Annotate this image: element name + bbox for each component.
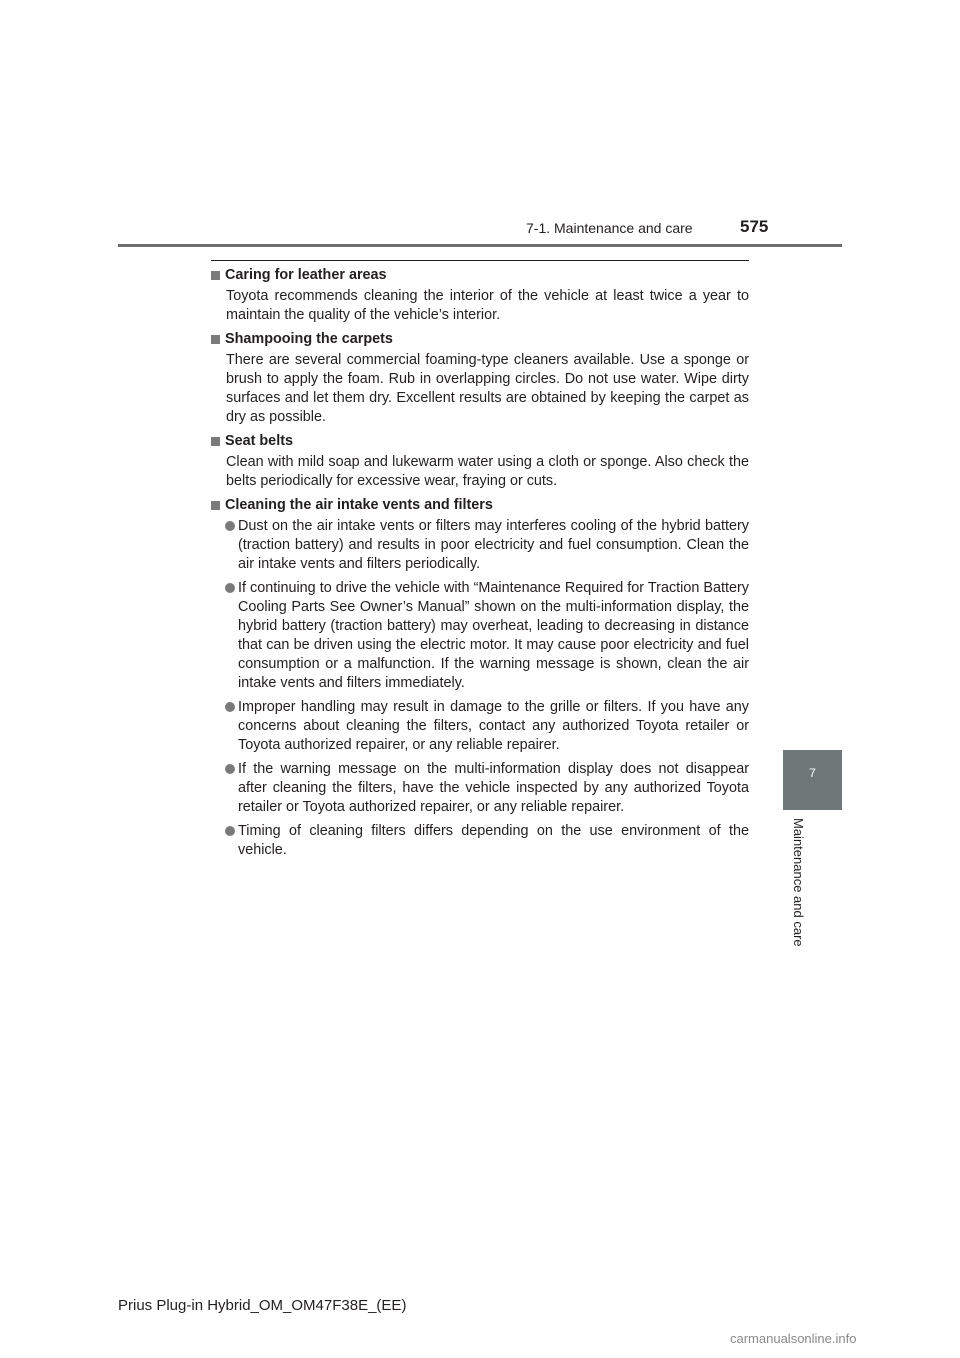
section-title-text: Shampooing the carpets	[225, 331, 393, 347]
list-item-text: If the warning message on the multi-information display does not disappear after cleaning the filters, have the vehicle inspected by any authorized Toyota retailer or Toyota authorized repairer, or any reliable repairer.	[238, 761, 749, 815]
square-bullet-icon	[211, 437, 220, 446]
page-number: 575	[740, 217, 769, 236]
chapter-side-title: Maintenance and care	[791, 818, 806, 947]
list-item	[211, 579, 749, 693]
section-body: Toyota recommends cleaning the interior of the vehicle at least twice a year to maintain the quality of the vehicle’s interior.	[226, 288, 749, 323]
circle-bullet-icon	[225, 826, 235, 836]
section-title	[211, 330, 749, 349]
header-divider	[118, 244, 842, 247]
section-title	[211, 432, 749, 451]
section-carpets	[211, 330, 749, 427]
section-title-text: Seat belts	[225, 433, 293, 449]
watermark: carmanualsonline.info	[730, 1331, 857, 1346]
section-body: There are several commercial foaming-type cleaners available. Use a sponge or brush to apply the foam. Rub in overlapping circles. Do not use water. Wipe dirty surfaces and let them dry. Excellent results are obtained by keeping the carpet as dry as possible.	[226, 352, 749, 425]
circle-bullet-icon	[225, 764, 235, 774]
list-item-text: Timing of cleaning filters differs depending on the use environment of the vehicle.	[238, 823, 749, 858]
circle-bullet-icon	[225, 702, 235, 712]
square-bullet-icon	[211, 271, 220, 280]
list-item	[211, 760, 749, 817]
section-leather	[211, 266, 749, 325]
list-item	[211, 698, 749, 755]
list-item-text: If continuing to drive the vehicle with “Maintenance Required for Traction Battery Cooling Parts See Owner’s Manual” shown on the multi-information display, the hybrid battery (traction battery) may overheat, leading to decreasing in distance that can be driven using the electric motor. It may cause poor electricity and fuel consumption or a malfunction. If the warning message is shown, clean the air intake vents and filters immediately.	[238, 580, 749, 691]
section-title-text: Caring for leather areas	[225, 267, 387, 283]
section-body: Clean with mild soap and lukewarm water using a cloth or sponge. Also check the belts periodically for excessive wear, fraying or cuts.	[226, 454, 749, 489]
footer-doc-id: Prius Plug-in Hybrid_OM_OM47F38E_(EE)	[118, 1297, 407, 1314]
content-divider	[211, 260, 749, 261]
bullet-list	[211, 517, 749, 860]
list-item	[211, 517, 749, 574]
section-title-text: Cleaning the air intake vents and filters	[225, 497, 493, 513]
list-item	[211, 822, 749, 860]
page-content	[211, 266, 749, 865]
section-title	[211, 266, 749, 285]
list-item-text: Improper handling may result in damage to the grille or filters. If you have any concerns about cleaning the filters, contact any authorized Toyota retailer or Toyota authorized repairer, or any reliable repairer.	[238, 699, 749, 753]
section-air-intake	[211, 496, 749, 860]
circle-bullet-icon	[225, 583, 235, 593]
chapter-tab: 7	[783, 750, 842, 810]
header-section-title: 7-1. Maintenance and care	[526, 220, 693, 236]
circle-bullet-icon	[225, 521, 235, 531]
square-bullet-icon	[211, 335, 220, 344]
section-title	[211, 496, 749, 515]
section-seat-belts	[211, 432, 749, 491]
square-bullet-icon	[211, 501, 220, 510]
list-item-text: Dust on the air intake vents or filters may interferes cooling of the hybrid battery (traction battery) and results in poor electricity and fuel consumption. Clean the air intake vents and filters periodically.	[238, 518, 749, 572]
